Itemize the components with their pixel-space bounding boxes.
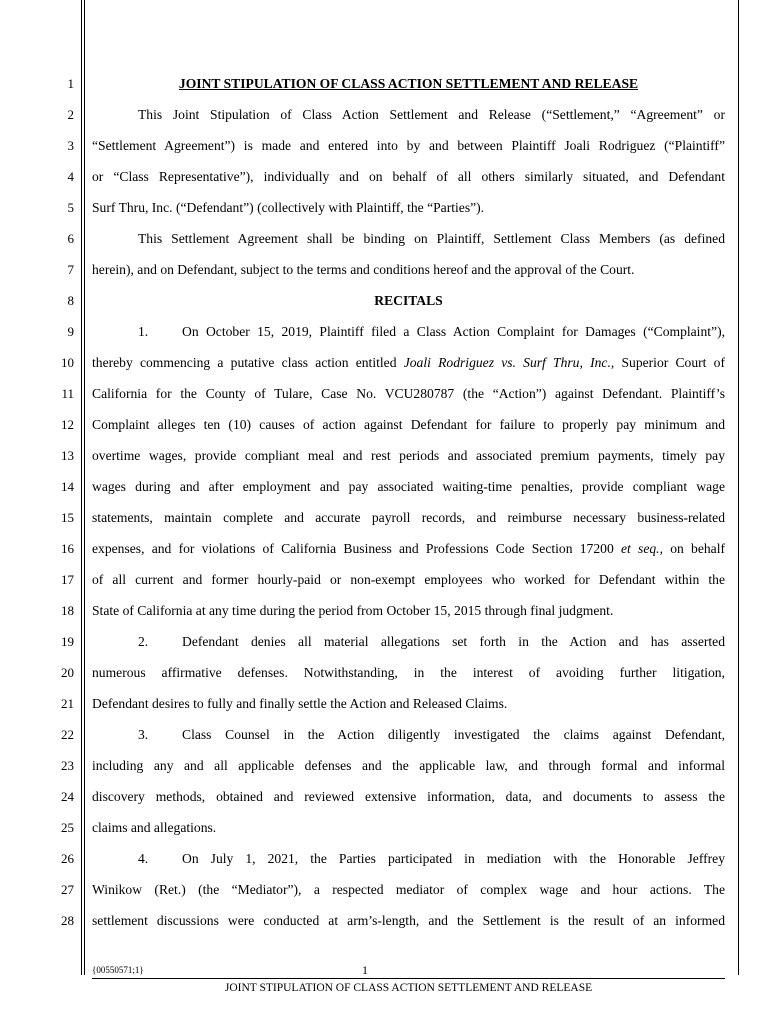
page-number: 1 [362,963,368,977]
recital-1-line: State of California at any time during the period from October 15, 2015 through final judgment. [92,603,614,618]
intro-line: This Joint Stipulation of Class Action Settlement and Release (“Settlement,” “Agreement” or [138,107,725,122]
line-number: 23 [61,758,74,773]
line-number: 17 [61,572,74,587]
binding-line: This Settlement Agreement shall be binding on Plaintiff, Settlement Class Members (as defined [138,231,725,246]
line-number: 14 [61,479,74,494]
recital-2-line: numerous affirmative defenses. Notwithstanding, in the interest of avoiding further litigation, [92,665,725,680]
recital-1-line: expenses, and for violations of California Business and Professions Code Section 17200 et seq., on behalf [92,541,725,556]
line-number: 4 [67,169,74,184]
recital-4-line: Winikow (Ret.) (the “Mediator”), a respected mediator of complex wage and hour actions. The [92,882,725,897]
recital-1-line: Complaint alleges ten (10) causes of action against Defendant for failure to properly pay minimum and [92,417,725,432]
left-margin-rule-inner [84,0,85,975]
recital-1-line: overtime wages, provide compliant meal and rest periods and associated premium payments, timely pay [92,448,725,463]
line-number: 2 [67,107,74,122]
line-number: 22 [61,727,74,742]
binding-line: herein), and on Defendant, subject to the terms and conditions hereof and the approval of the Court. [92,262,635,277]
recital-number: 2. [138,634,149,649]
line-number: 7 [67,262,74,277]
line-number: 25 [61,820,74,835]
recitals-heading: RECITALS [374,293,443,308]
footer-title: JOINT STIPULATION OF CLASS ACTION SETTLEMENT AND RELEASE [224,982,593,994]
line-number: 24 [61,789,74,804]
document-id: {00550571;1} [92,965,144,975]
line-number: 8 [67,293,74,308]
line-number: 18 [61,603,74,618]
recital-1-line: statements, maintain complete and accurate payroll records, and reimburse necessary business-related [92,510,725,525]
recital-1-line: thereby commencing a putative class action entitled Joali Rodriguez vs. Surf Thru, Inc., Superior Court of [92,355,725,370]
recital-4-line: settlement discussions were conducted at arm’s-length, and the Settlement is the result of an informed [92,913,725,928]
line-number: 21 [61,696,74,711]
line-number: 13 [61,448,74,463]
recital-number: 3. [138,727,149,742]
intro-line: Surf Thru, Inc. (“Defendant”) (collectively with Plaintiff, the “Parties”). [92,200,485,215]
line-number: 5 [67,200,74,215]
line-number: 27 [61,882,74,897]
line-number: 11 [61,386,74,401]
recital-4-line: 4. On July 1, 2021, the Parties participated in mediation with the Honorable Jeffrey [138,851,725,866]
line-number: 3 [67,138,74,153]
recital-2-line: 2. Defendant denies all material allegations set forth in the Action and has asserted [138,634,725,649]
line-number: 12 [61,417,74,432]
right-margin-rule [738,0,739,975]
line-number: 26 [61,851,74,866]
recital-1-line: California for the County of Tulare, Case No. VCU280787 (the “Action”) against Defendant. Plaintiff’s [92,386,725,401]
recital-number: 1. [138,324,149,339]
recital-3-line: discovery methods, obtained and reviewed extensive information, data, and documents to assess the [92,789,725,804]
recital-3-line: claims and allegations. [92,820,217,835]
line-number: 9 [67,324,74,339]
line-number: 20 [61,665,74,680]
line-number: 6 [67,231,74,246]
line-number: 1 [67,76,74,91]
line-number: 28 [61,913,74,928]
document-title: JOINT STIPULATION OF CLASS ACTION SETTLEMENT AND RELEASE [178,76,639,91]
line-number: 19 [61,634,74,649]
case-name: Joali Rodriguez vs. Surf Thru, Inc. [403,355,611,370]
intro-line: or “Class Representative”), individually and on behalf of all others similarly situated, and Defendant [92,169,725,184]
footer-rule [92,978,725,979]
line-number: 16 [61,541,74,556]
line-number: 10 [61,355,74,370]
recital-number: 4. [138,851,149,866]
line-number: 15 [61,510,74,525]
recital-1-line: wages during and after employment and pay associated waiting-time penalties, provide compliant wage [92,479,725,494]
recital-2-line: Defendant desires to fully and finally settle the Action and Released Claims. [92,696,508,711]
recital-3-line: 3. Class Counsel in the Action diligently investigated the claims against Defendant, [138,727,725,742]
recital-1-line: 1. On October 15, 2019, Plaintiff filed a Class Action Complaint for Damages (“Complaint”), [138,324,725,339]
recital-1-line: of all current and former hourly-paid or non-exempt employees who worked for Defendant within the [92,572,725,587]
intro-line: “Settlement Agreement”) is made and entered into by and between Plaintiff Joali Rodriguez (“Plaintiff” [92,138,725,153]
left-margin-rule-outer [81,0,82,975]
recital-3-line: including any and all applicable defenses and the applicable law, and through formal and informal [92,758,725,773]
